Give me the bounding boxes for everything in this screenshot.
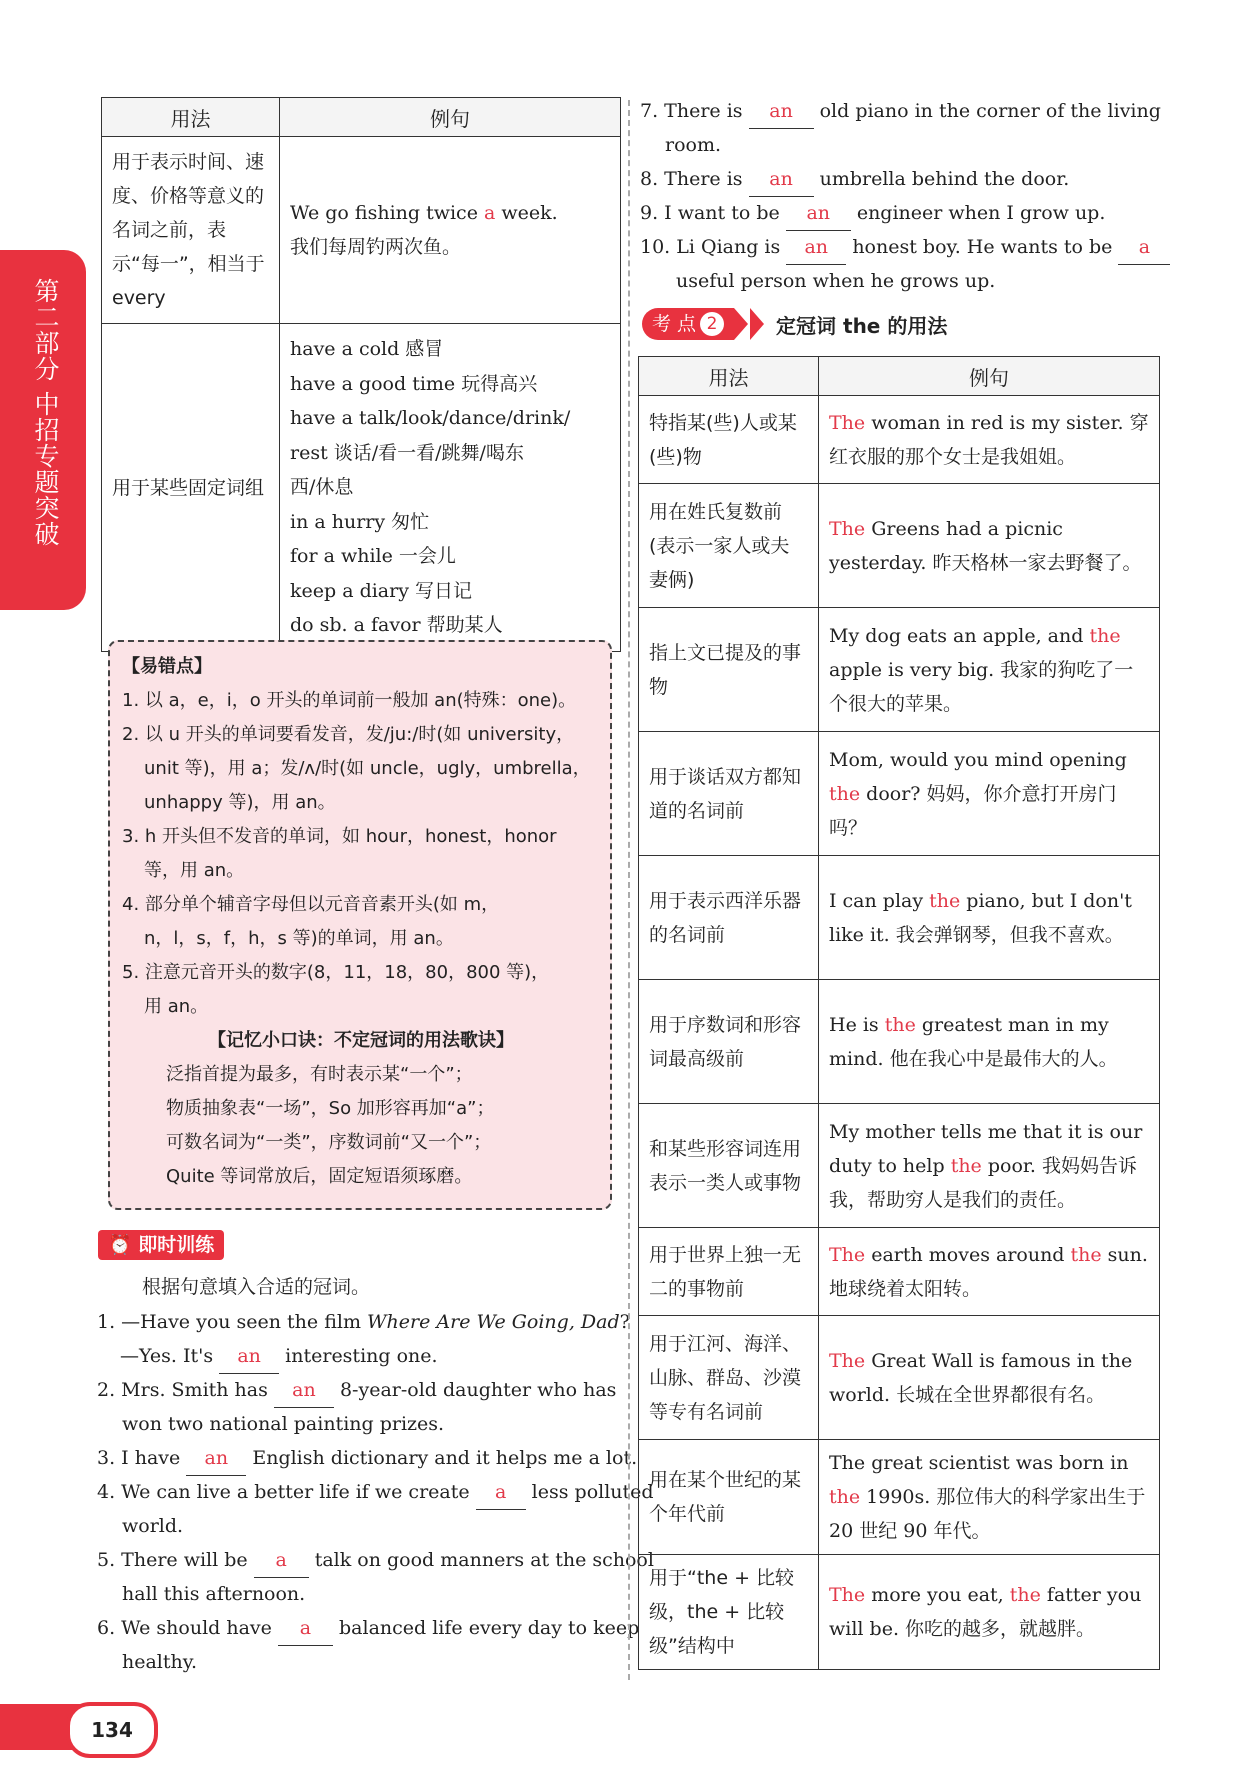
example-cell (819, 1555, 1160, 1670)
question-line: useful person when he grows up. (676, 270, 996, 292)
mistake-item: 3. h 开头但不发音的单词，如 hour，honest，honor (122, 826, 557, 847)
table-row (639, 980, 1160, 1104)
phrase: in a hurry 匆忙 (290, 510, 430, 533)
table-row (639, 1440, 1160, 1555)
table-row (639, 856, 1160, 980)
article-highlight: The (829, 517, 866, 540)
article-highlight: the (1070, 1243, 1102, 1266)
example-text: fatter you will be. 你吃的越多，就越胖。 (829, 1584, 1142, 1640)
question-line: room. (665, 134, 722, 156)
answer-blank[interactable]: a (476, 1475, 526, 1510)
example-cell (819, 396, 1160, 484)
page-number: 134 (66, 1702, 158, 1758)
alarm-clock-icon: ⏰ (108, 1234, 132, 1256)
example-cell (819, 608, 1160, 732)
question-text: 6. We should have (97, 1617, 278, 1639)
question-text: 4. We can live a better life if we create (97, 1481, 476, 1503)
key-point-tag (642, 308, 734, 340)
mistake-item: 4. 部分单个辅音字母但以元音音素开头(如 m， (122, 894, 500, 915)
example-text: I can play (829, 889, 930, 912)
answer-blank[interactable]: a (1118, 230, 1170, 265)
example-cell (819, 1228, 1160, 1316)
question-line: healthy. (122, 1651, 198, 1673)
example-cell (280, 137, 621, 324)
question-text: 2. Mrs. Smith has (97, 1379, 274, 1401)
table-row (639, 608, 1160, 732)
example-cell (819, 732, 1160, 856)
phrase-list-cell (280, 324, 621, 652)
usage-cell: 用于表示西洋乐器的名词前 (639, 856, 819, 980)
question-text: less polluted (525, 1481, 654, 1503)
table-row (639, 732, 1160, 856)
table-row (639, 1316, 1160, 1440)
article-highlight: the (929, 889, 961, 912)
question-text: 5. There will be (97, 1549, 254, 1571)
example-text: My dog eats an apple, and (829, 624, 1090, 647)
article-highlight: the (1009, 1584, 1041, 1606)
phrase: do sb. a favor 帮助某人 (290, 614, 503, 637)
answer-blank[interactable]: an (786, 230, 846, 265)
training-title: 即时训练 (138, 1234, 215, 1256)
example-cell (819, 1104, 1160, 1228)
usage-cell: 特指某(些)人或某(些)物 (639, 396, 819, 484)
question-line (97, 1475, 654, 1510)
question-text: balanced life every day to keep (332, 1617, 640, 1639)
question-line (97, 1543, 654, 1578)
example-cell (819, 980, 1160, 1104)
usage-cell: 用于序数词和形容词最高级前 (639, 980, 819, 1104)
question-line (97, 1611, 639, 1646)
instant-training-header (98, 1230, 224, 1260)
answer-blank[interactable]: an (219, 1339, 279, 1374)
example-text: Great Wall is famous in the world. 长城在全世界都很有名。 (829, 1349, 1133, 1406)
header-example: 例句 (280, 98, 621, 137)
key-point-label: 考 点 (652, 313, 697, 335)
article-highlight: The (829, 411, 866, 434)
phrase: have a talk/look/dance/drink/ (290, 407, 571, 430)
question-text: 9. I want to be (640, 202, 786, 224)
example-text: Mom, would you mind opening (829, 748, 1127, 771)
phrase: rest 谈话/看一看/跳舞/喝东 (290, 441, 524, 464)
question-text: English dictionary and it helps me a lot. (246, 1447, 638, 1469)
key-point-number: 2 (700, 312, 724, 336)
answer-blank[interactable]: an (186, 1441, 246, 1476)
mistake-item: unit 等)，用 a；发/ʌ/时(如 uncle，ugly，umbrella， (144, 758, 591, 779)
question-text: ? (619, 1311, 630, 1333)
usage-cell: 和某些形容词连用表示一类人或事物 (639, 1104, 819, 1228)
example-text: more you eat, (865, 1584, 1010, 1606)
mistake-item: 2. 以 u 开头的单词要看发音，发/ju:/时(如 university， (122, 724, 575, 745)
table-header-row (639, 357, 1160, 396)
usage-cell: 用于表示时间、速度、价格等意义的名词之前，表示“每一”，相当于 every (102, 137, 280, 324)
table-row (639, 1228, 1160, 1316)
question-text: 7. There is (640, 100, 749, 122)
section-side-tab (0, 250, 86, 610)
example-cell (819, 484, 1160, 608)
phrase: keep a diary 写日记 (290, 579, 472, 602)
question-text: talk on good manners at the school (308, 1549, 654, 1571)
table-row (102, 137, 621, 324)
example-cell (819, 1316, 1160, 1440)
question-line (640, 230, 1170, 265)
article-highlight: a (483, 202, 496, 224)
question-text: umbrella behind the door. (813, 168, 1070, 190)
phrase: 西/休息 (290, 476, 354, 499)
example-text: We go fishing twice (290, 202, 484, 224)
answer-blank[interactable]: a (254, 1543, 309, 1578)
page-number-tab (0, 1696, 150, 1756)
table-header-row (102, 98, 621, 137)
example-text: greatest man in my mind. 他在我心中是最伟大的人。 (829, 1013, 1118, 1070)
key-point-header (642, 308, 947, 340)
common-mistakes-box (108, 640, 612, 1210)
double-arrow-icon (734, 308, 748, 340)
mistakes-title: 【易错点】 (122, 656, 212, 677)
answer-blank[interactable]: an (274, 1373, 334, 1408)
phrase: have a cold 感冒 (290, 338, 444, 361)
mistake-item: 用 an。 (144, 996, 209, 1017)
question-line (120, 1339, 438, 1374)
phrase: for a while 一会儿 (290, 545, 456, 568)
question-line: world. (122, 1515, 184, 1537)
table-row (639, 1104, 1160, 1228)
article-highlight: The (829, 1584, 866, 1606)
example-text: The great scientist was born in (829, 1452, 1129, 1474)
example-text: piano, but I don't like it. 我会弹钢琴，但我不喜欢。 (829, 889, 1132, 946)
rhyme-line: 可数名词为“一类”，序数词前“又一个”； (166, 1132, 492, 1153)
rhyme-line: 泛指首提为最多，有时表示某“一个”； (166, 1064, 473, 1085)
usage-cell: 用于“the + 比较级，the + 比较级”结构中 (639, 1555, 819, 1670)
question-text: old piano in the corner of the living (813, 100, 1161, 122)
mistake-item: 1. 以 a，e，i，o 开头的单词前一般加 an(特殊：one)。 (122, 690, 577, 711)
key-point-title: 定冠词 the 的用法 (776, 313, 948, 338)
example-text: week. (495, 202, 558, 224)
answer-blank[interactable]: an (749, 94, 814, 129)
example-text: woman in red is my sister. 穿红衣服的那个女士是我姐姐。 (829, 411, 1149, 468)
article-highlight: the (1089, 624, 1121, 647)
usage-cell: 用于世界上独一无二的事物前 (639, 1228, 819, 1316)
question-text: 1. —Have you seen the film (97, 1311, 368, 1333)
question-line: hall this afternoon. (122, 1583, 306, 1605)
mistake-item: 等，用 an。 (144, 860, 245, 881)
example-text: apple is very big. 我家的狗吃了一个很大的苹果。 (829, 658, 1134, 715)
article-highlight: the (829, 782, 861, 805)
indefinite-article-usage-table (101, 97, 621, 652)
example-text: door? 妈妈，你介意打开房门吗？ (829, 782, 1117, 839)
table-row (639, 396, 1160, 484)
example-text: earth moves around (865, 1243, 1071, 1266)
example-text: My mother tells me that it is our duty to help (829, 1120, 1143, 1177)
double-arrow-icon (750, 308, 764, 340)
mistake-item: 5. 注意元音开头的数字(8，11，18，80，800 等)， (122, 962, 550, 983)
question-text: —Yes. It's (120, 1345, 220, 1367)
example-text: Greens had a picnic yesterday. 昨天格林一家去野餐了。 (829, 517, 1142, 574)
column-divider (628, 100, 630, 1680)
article-highlight: the (884, 1013, 916, 1036)
question-line (97, 1441, 637, 1476)
question-line (640, 94, 1161, 129)
definite-article-usage-table (638, 356, 1160, 1670)
question-text: engineer when I grow up. (850, 202, 1106, 224)
answer-blank[interactable]: an (749, 162, 814, 197)
table-row (639, 484, 1160, 608)
question-text: 10. Li Qiang is (640, 236, 787, 258)
example-text: sun. 地球绕着太阳转。 (829, 1243, 1148, 1300)
question-text: honest boy. He wants to be (846, 236, 1119, 258)
example-translation: 我们每周钓两次鱼。 (290, 236, 462, 258)
example-cell (819, 856, 1160, 980)
question-line (640, 162, 1069, 197)
example-text: 1990s. 那位伟大的科学家出生于 20 世纪 90 年代。 (829, 1486, 1146, 1542)
question-line (640, 196, 1105, 231)
header-usage: 用法 (102, 98, 280, 137)
question-text: interesting one. (279, 1345, 438, 1367)
article-highlight: the (950, 1154, 982, 1177)
mistake-item: n，l，s，f，h，s 等)的单词，用 an。 (144, 928, 454, 949)
usage-cell: 用在某个世纪的某个年代前 (639, 1440, 819, 1555)
example-text: He is (829, 1013, 885, 1036)
rhyme-line: Quite 等词常放后，固定短语须琢磨。 (166, 1166, 473, 1187)
usage-cell: 指上文已提及的事物 (639, 608, 819, 732)
question-line (97, 1373, 616, 1408)
answer-blank[interactable]: a (278, 1611, 333, 1646)
usage-cell: 用于江河、海洋、山脉、群岛、沙漠等专有名词前 (639, 1316, 819, 1440)
table-row (102, 324, 621, 652)
rhyme-title: 【记忆小口诀：不定冠词的用法歌诀】 (208, 1030, 514, 1051)
answer-blank[interactable]: an (786, 196, 851, 231)
question-text: 3. I have (97, 1447, 187, 1469)
article-highlight: The (829, 1349, 866, 1372)
training-instruction: 根据句意填入合适的冠词。 (142, 1276, 371, 1298)
article-highlight: The (829, 1243, 866, 1266)
mistake-item: unhappy 等)，用 an。 (144, 792, 336, 813)
usage-cell: 用在姓氏复数前(表示一家人或夫妻俩) (639, 484, 819, 608)
rhyme-line: 物质抽象表“一场”，So 加形容再加“a”； (166, 1098, 495, 1119)
usage-cell: 用于某些固定词组 (102, 324, 280, 652)
question-line (97, 1305, 630, 1339)
table-row (639, 1555, 1160, 1670)
question-text: 8-year-old daughter who has (333, 1379, 617, 1401)
header-usage: 用法 (639, 357, 819, 396)
phrase: have a good time 玩得高兴 (290, 372, 538, 395)
example-cell (819, 1440, 1160, 1555)
film-title: Where Are We Going, Dad (367, 1311, 620, 1333)
example-text: poor. 我妈妈告诉我，帮助穷人是我们的责任。 (829, 1154, 1137, 1211)
question-line: won two national painting prizes. (122, 1413, 445, 1435)
usage-cell: 用于谈话双方都知道的名词前 (639, 732, 819, 856)
question-text: 8. There is (640, 168, 749, 190)
section-side-tab-label: 第二部分 中招专题突破 (31, 278, 60, 547)
article-highlight: the (829, 1486, 861, 1508)
header-example: 例句 (819, 357, 1160, 396)
